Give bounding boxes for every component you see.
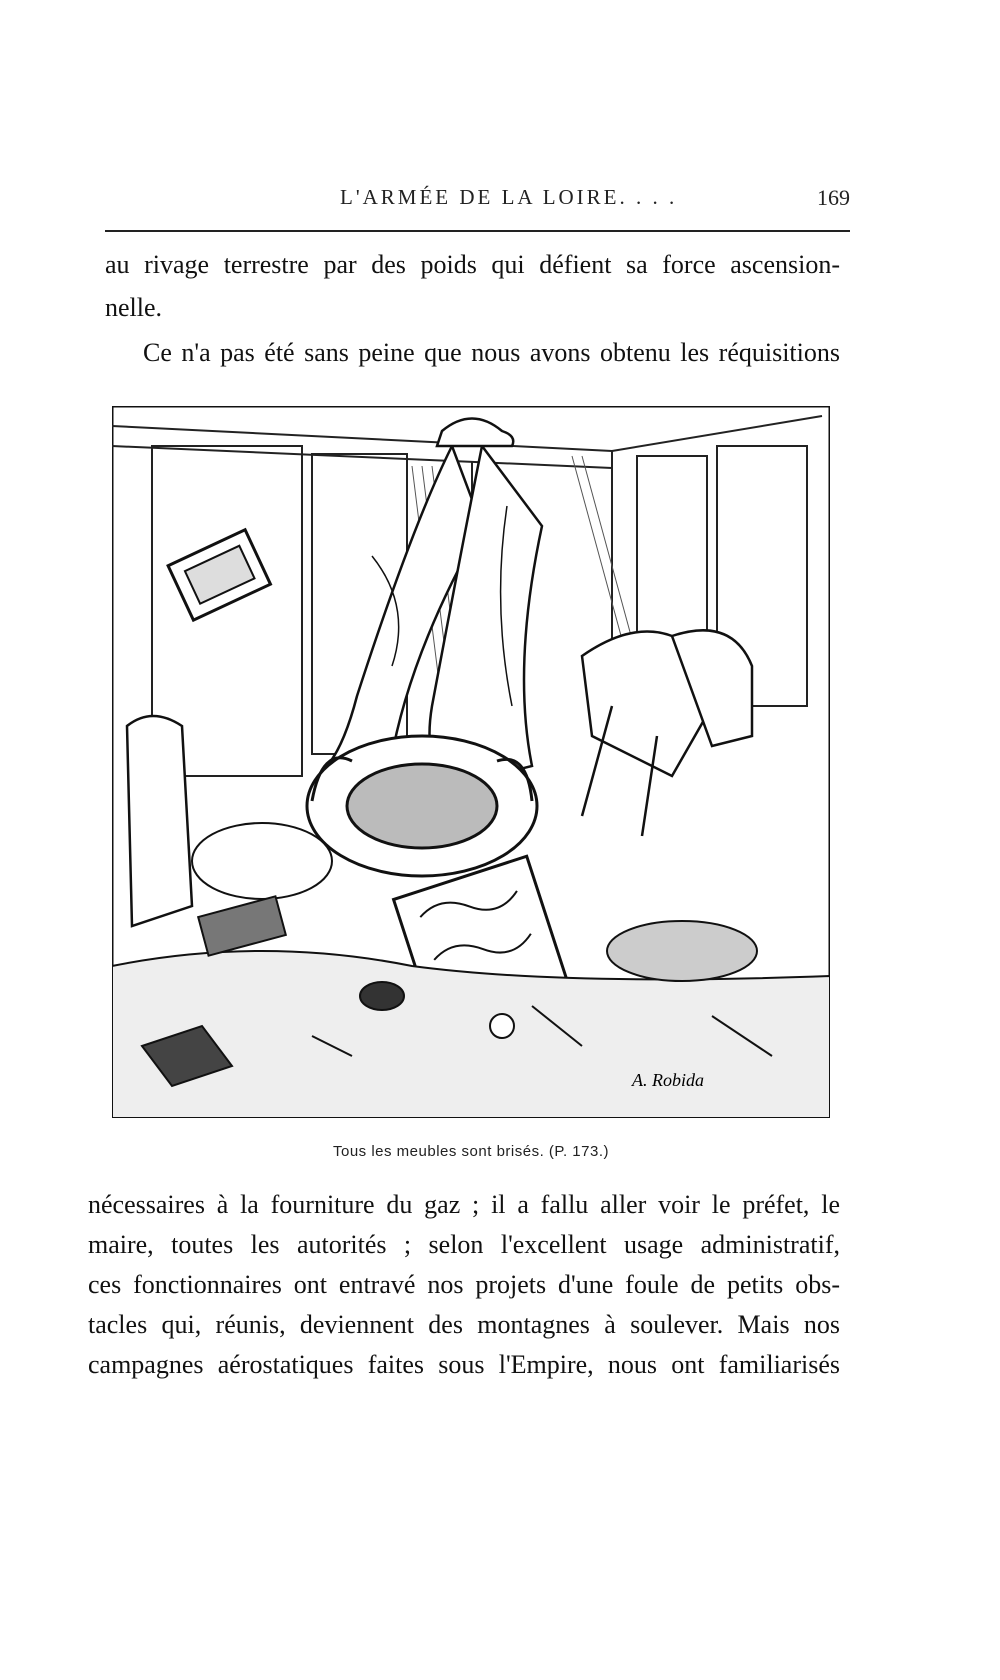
header-title: L'ARMÉE DE LA LOIRE. . . . <box>340 185 678 209</box>
text-line: au rivage terrestre par des poids qui défient sa force ascension- <box>105 250 840 279</box>
header-rule <box>105 230 850 232</box>
text-line: maire, toutes les autorités ; selon l'excellent usage administratif, <box>88 1230 840 1259</box>
text-line: Ce n'a pas été sans peine que nous avons obtenu les réquisitions <box>143 338 840 367</box>
text-line: ces fonctionnaires ont entravé nos projets d'une foule de petits obs- <box>88 1270 840 1299</box>
engraving-illustration <box>112 406 830 1118</box>
page-number: 169 <box>817 185 850 210</box>
figure-caption: Tous les meubles sont brisés. (P. 173.) <box>332 1143 610 1160</box>
text-line: nécessaires à la fourniture du gaz ; il a fallu aller voir le préfet, le <box>88 1190 840 1219</box>
text-line: campagnes aérostatiques faites sous l'Empire, nous ont familiarisés <box>88 1350 840 1379</box>
text-line: nelle. <box>105 293 163 322</box>
text-line: tacles qui, réunis, deviennent des montagnes à soulever. Mais nos <box>88 1310 840 1339</box>
artist-signature: A. Robida <box>632 1070 704 1090</box>
running-header <box>240 185 850 217</box>
ornate-headboard <box>307 736 537 876</box>
